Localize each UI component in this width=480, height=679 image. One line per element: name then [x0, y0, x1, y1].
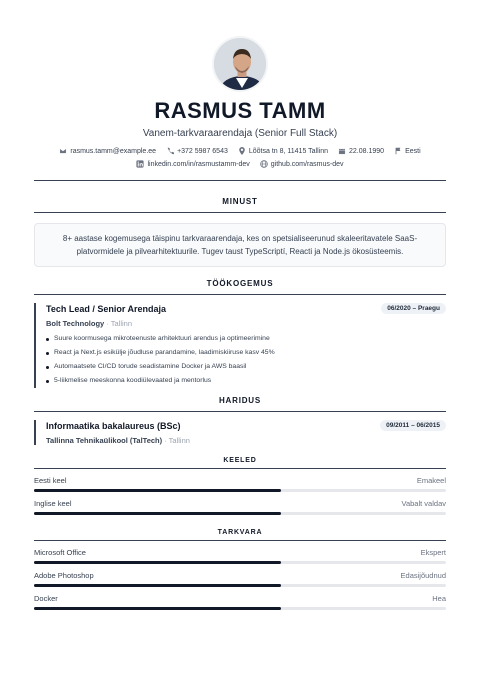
experience-job-title: Tech Lead / Senior Arendaja — [46, 303, 167, 314]
language-level-track — [34, 512, 446, 515]
experience-section — [34, 279, 446, 388]
education-degree: Informaatika bakalaureus (BSc) — [46, 420, 181, 431]
calendar-icon — [338, 147, 346, 155]
software-level-track — [34, 607, 446, 610]
language-row — [34, 476, 446, 485]
company-city: · Tallinn — [104, 319, 132, 328]
language-level-fill — [34, 512, 281, 515]
software-item — [34, 594, 446, 610]
bullet-text: Automaatsete CI/CD torude seadistamine Docker ja AWS baasil — [54, 363, 247, 370]
linkedin-icon — [136, 160, 144, 168]
avatar-wrap — [34, 0, 446, 92]
list-item — [46, 360, 446, 374]
experience-item — [34, 303, 446, 388]
phone-text: +372 5987 6543 — [177, 147, 228, 155]
languages-section — [34, 457, 446, 515]
bullet-dot-icon — [46, 338, 49, 341]
languages-list — [34, 476, 446, 515]
software-level-track — [34, 584, 446, 587]
education-dates-badge: 09/2011 – 06/2015 — [380, 420, 446, 431]
language-name: Eesti keel — [34, 476, 67, 485]
software-name: Docker — [34, 594, 58, 603]
language-name: Inglise keel — [34, 499, 72, 508]
software-list — [34, 548, 446, 610]
software-name: Microsoft Office — [34, 548, 86, 557]
bullet-dot-icon — [46, 380, 49, 383]
linkedin-text: linkedin.com/in/rasmustamm-dev — [147, 160, 250, 168]
software-row — [34, 594, 446, 603]
flag-icon — [394, 147, 402, 155]
software-level: Hea — [432, 594, 446, 603]
software-item — [34, 571, 446, 587]
contact-email[interactable] — [59, 147, 156, 155]
software-name: Adobe Photoshop — [34, 571, 94, 580]
software-level-track — [34, 561, 446, 564]
bullet-text: Suure koormusega mikroteenuste arhitektuuri arendus ja optimeerimine — [54, 335, 270, 342]
software-level-fill — [34, 607, 281, 610]
avatar — [212, 36, 268, 92]
email-text: rasmus.tamm@example.ee — [70, 147, 157, 155]
software-row — [34, 548, 446, 557]
contact-row-1 — [34, 147, 446, 155]
experience-bullets — [46, 332, 446, 388]
envelope-icon — [59, 147, 67, 155]
software-item — [34, 548, 446, 564]
language-row — [34, 499, 446, 508]
bullet-text: 5-liikmelise meeskonna koodiülevaated ja mentorlus — [54, 377, 212, 384]
address-text: Lõõtsa tn 8, 11415 Tallinn — [248, 147, 329, 155]
contact-birthdate — [338, 147, 384, 155]
job-title: Vanem-tarkvaraarendaja (Senior Full Stack) — [142, 128, 338, 139]
software-level: Ekspert — [420, 548, 446, 557]
summary-section — [34, 197, 446, 267]
experience-company — [46, 319, 446, 328]
summary-text: 8+ aastase kogemusega täispinu tarkvaraarendaja, kes on spetsialiseerunud skaleeritavatele SaaS-platvormidele ja pilvearhitektuurile. Tugev taust TypeScriptí, Reacti ja Node.js ökosüsteemis. — [34, 223, 446, 267]
experience-dates-badge: 06/2020 – Praegu — [381, 303, 446, 314]
software-section — [34, 529, 446, 610]
github-text: github.com/rasmus-dev — [270, 160, 344, 168]
software-row — [34, 571, 446, 580]
contact-address — [238, 147, 328, 155]
bullet-text: React ja Next.js esikülje jõudluse parandamine, laadimiskiiruse kasv 45% — [54, 349, 275, 356]
list-item — [46, 374, 446, 388]
education-item — [34, 420, 446, 445]
contact-linkedin[interactable] — [136, 160, 249, 168]
header-divider — [34, 180, 446, 181]
software-level: Edasijõudnud — [400, 571, 446, 580]
languages-heading: KEELED — [34, 457, 446, 469]
location-pin-icon — [238, 147, 246, 155]
nationality-text: Eesti — [405, 147, 421, 155]
education-school — [46, 436, 446, 445]
language-level-track — [34, 489, 446, 492]
summary-heading: MINUST — [34, 197, 446, 213]
bullet-dot-icon — [46, 352, 49, 355]
avatar-photo — [214, 38, 268, 92]
school-name: Tallinna Tehnikaülikool (TalTech) — [46, 436, 163, 445]
language-item — [34, 499, 446, 515]
contact-phone[interactable] — [166, 147, 228, 155]
language-item — [34, 476, 446, 492]
language-level: Emakeel — [416, 476, 446, 485]
experience-heading: TÖÖKOGEMUS — [34, 279, 446, 295]
company-name: Bolt Technology — [46, 319, 105, 328]
language-level-fill — [34, 489, 281, 492]
birthdate-text: 22.08.1990 — [349, 147, 385, 155]
phone-icon — [166, 147, 174, 155]
contact-row-2 — [34, 160, 446, 168]
bullet-dot-icon — [46, 366, 49, 369]
education-heading: HARIDUS — [34, 396, 446, 412]
contact-github[interactable] — [260, 160, 344, 168]
language-level: Vabalt valdav — [401, 499, 446, 508]
contact-nationality — [394, 147, 421, 155]
list-item — [46, 346, 446, 360]
person-name: RASMUS TAMM — [154, 98, 326, 123]
software-heading: TARKVARA — [34, 529, 446, 541]
software-level-fill — [34, 584, 281, 587]
education-section — [34, 396, 446, 445]
globe-icon — [260, 160, 268, 168]
software-level-fill — [34, 561, 281, 564]
school-city: · Tallinn — [162, 436, 190, 445]
list-item — [46, 332, 446, 346]
